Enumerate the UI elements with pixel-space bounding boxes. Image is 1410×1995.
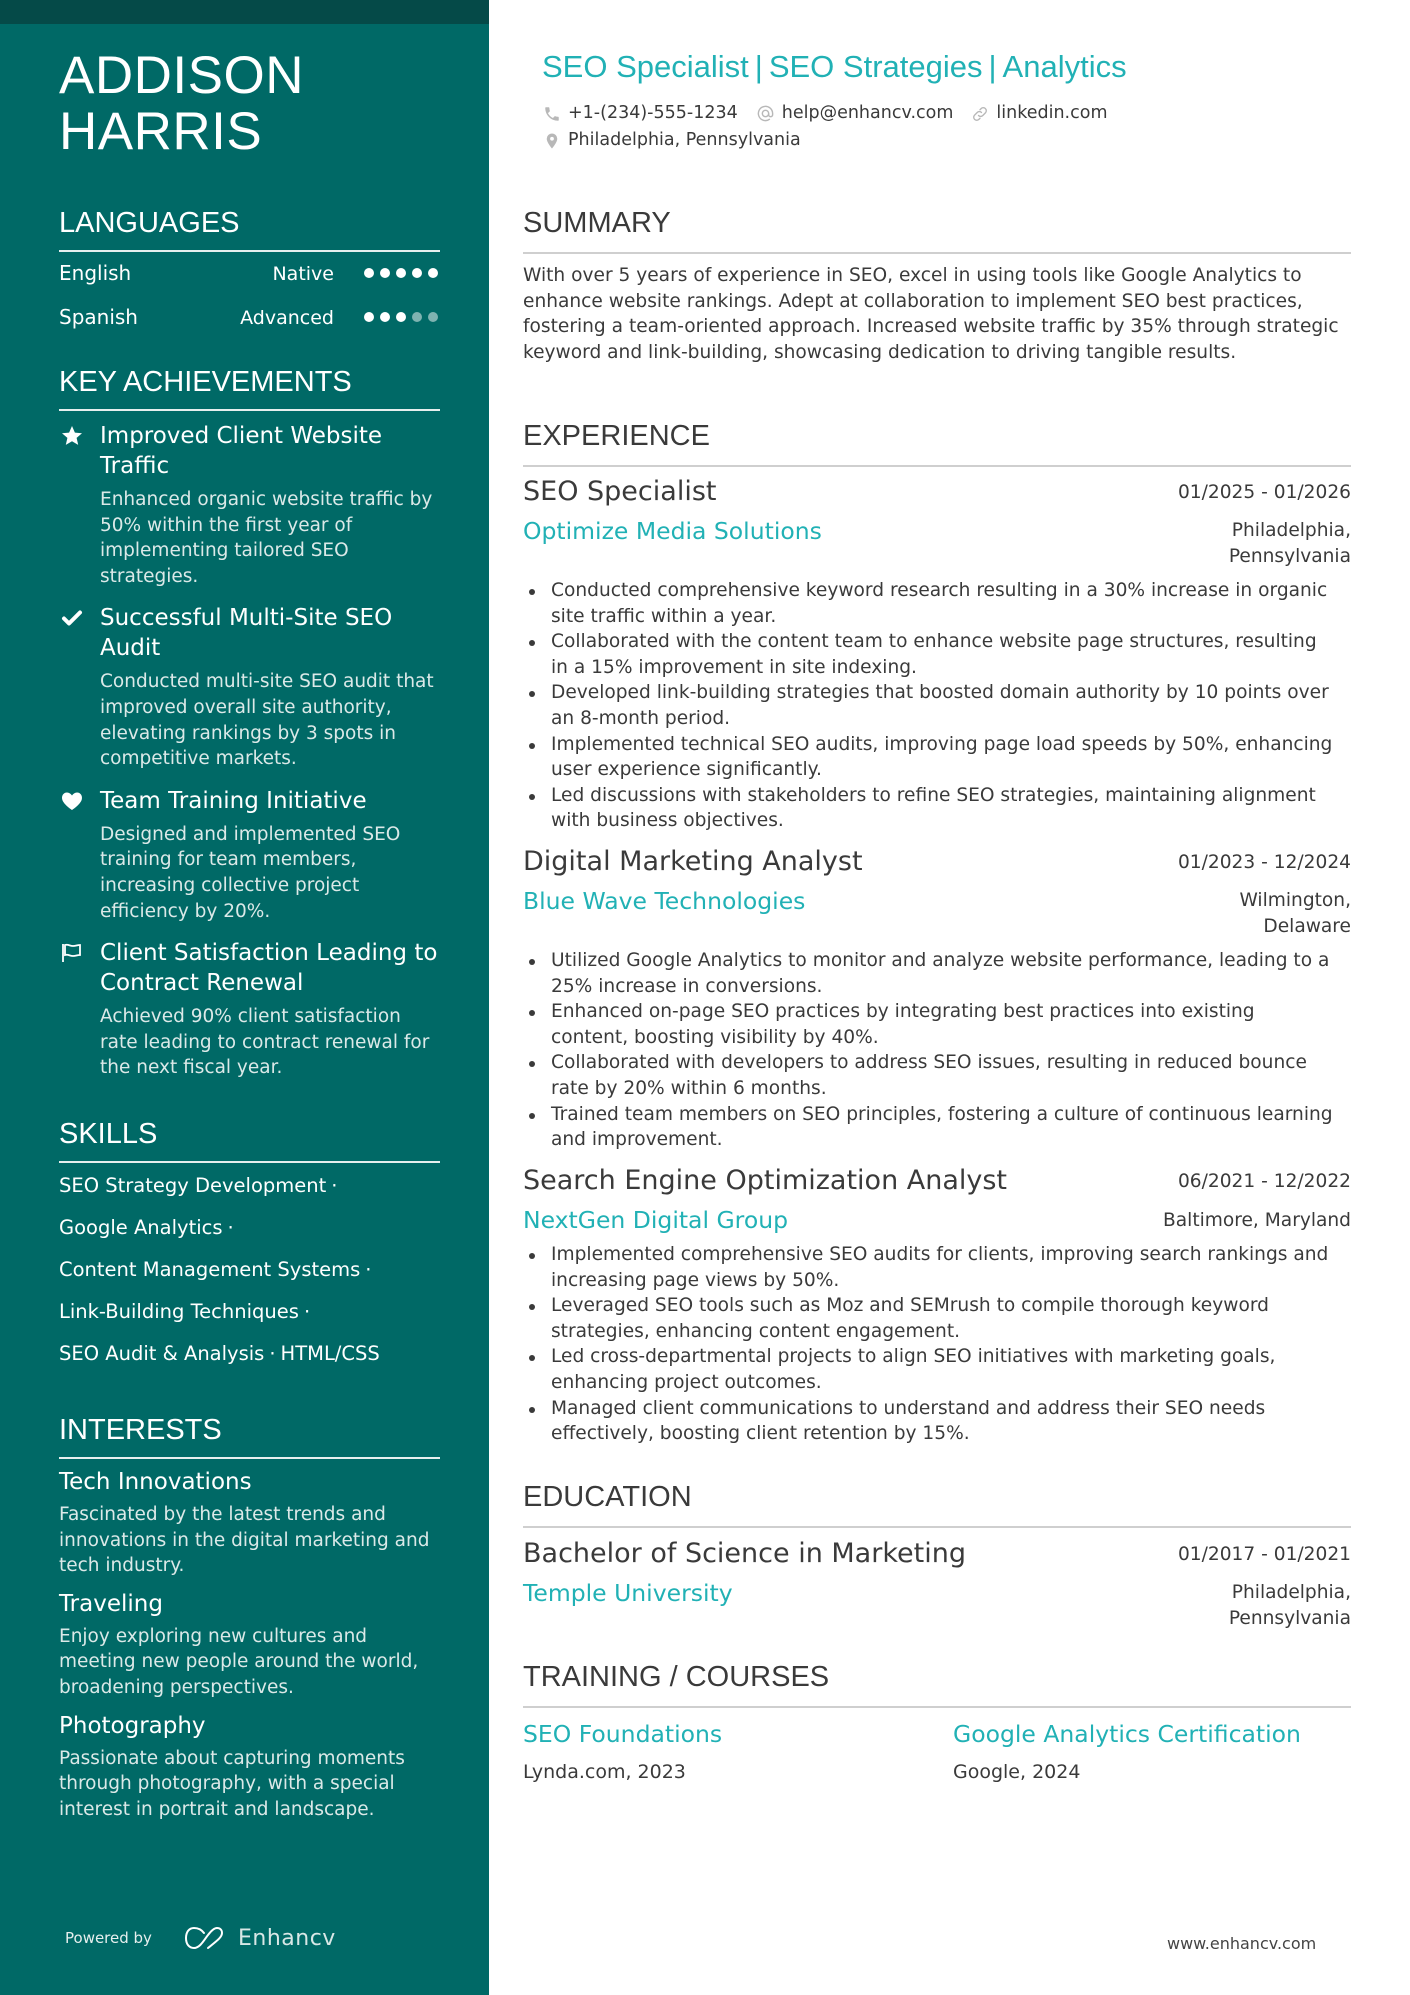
- company-name: Optimize Media Solutions: [523, 517, 822, 545]
- achievement-title: Team Training Initiative: [100, 787, 367, 814]
- bullet-item: Leveraged SEO tools such as Moz and SEMrush to compile thorough keyword strategies, enhancing content engagement.: [523, 1293, 1351, 1344]
- interest-item: [59, 1711, 440, 1823]
- skill-tag: SEO Strategy Development: [59, 1174, 327, 1197]
- language-level: Advanced: [240, 307, 334, 329]
- achievement-item: [59, 603, 440, 771]
- website-contact[interactable]: [971, 100, 1107, 127]
- course-title: SEO Foundations: [523, 1720, 723, 1748]
- education-entry: [523, 1537, 1351, 1629]
- achievement-description: Conducted multi-site SEO audit that improved overall site authority, elevating rankings by 3 spots in competitive markets.: [100, 671, 434, 770]
- skills-section: [59, 1117, 440, 1377]
- website-link: linkedin.com: [996, 103, 1108, 123]
- course-provider: Lynda.com, 2023: [523, 1761, 686, 1783]
- skill-row: SEO Strategy Development ·: [59, 1174, 338, 1197]
- achievement-title: Successful Multi-Site SEO Audit: [100, 605, 393, 662]
- job-dates: 06/2021 - 12/2022: [1177, 1171, 1351, 1192]
- training-heading: TRAINING / COURSES: [523, 1660, 1351, 1694]
- divider: [523, 252, 1351, 254]
- skill-row: Content Management Systems ·: [59, 1258, 372, 1281]
- language-name: Spanish: [59, 305, 138, 329]
- education-location: Philadelphia, Pennsylvania: [1228, 1582, 1351, 1629]
- skill-row: SEO Audit & Analysis · HTML/CSS: [59, 1342, 380, 1365]
- achievement-item: [59, 786, 440, 924]
- job-dates: 01/2023 - 12/2024: [1177, 852, 1351, 873]
- enhancv-logo[interactable]: [184, 1925, 336, 1951]
- languages-heading: LANGUAGES: [59, 207, 240, 239]
- skills-heading: SKILLS: [59, 1118, 158, 1150]
- achievement-title: Improved Client Website Traffic: [100, 423, 383, 479]
- interest-title: Traveling: [59, 1590, 163, 1617]
- achievement-description: Enhanced organic website traffic by 50% within the first year of implementing tailored SEO strategies.: [100, 489, 433, 587]
- job-title: Search Engine Optimization Analyst: [523, 1165, 1008, 1196]
- headline-part: SEO Strategies: [768, 49, 983, 84]
- bullet-item: Trained team members on SEO principles, fostering a culture of continuous learning and improvement.: [523, 1102, 1351, 1153]
- interest-description: Passionate about capturing moments through photography, with a special interest in portrait and landscape.: [59, 1747, 405, 1820]
- achievements-section: [59, 365, 440, 1081]
- sidebar-top-band: [0, 0, 489, 24]
- headline-part: Analytics: [1002, 49, 1127, 84]
- achievement-description: Designed and implemented SEO training for team members, increasing collective project efficiency by 20%.: [100, 823, 401, 922]
- skill-row: Link-Building Techniques ·: [59, 1300, 311, 1323]
- company-name: NextGen Digital Group: [523, 1206, 789, 1234]
- experience-entry: [523, 475, 1351, 834]
- interest-title: Tech Innovations: [59, 1469, 252, 1495]
- interest-title: Photography: [59, 1712, 206, 1739]
- language-level: Native: [272, 263, 334, 285]
- phone-contact[interactable]: [543, 100, 738, 127]
- bullet-item: Enhanced on-page SEO practices by integrating best practices into existing content, boosting visibility by 40%.: [523, 999, 1351, 1050]
- course-provider: Google, 2024: [953, 1761, 1081, 1783]
- divider: [59, 1457, 440, 1459]
- footer-url[interactable]: www.enhancv.com: [1167, 1934, 1317, 1953]
- summary-text: With over 5 years of experience in SEO, excel in using tools like Google Analytics to enhance website rankings. Adept at collaboration to implement SEO best practices, fostering a team-oriented approach. Increased website traffic by 35% through strategic keyword and link-building, showcasing dedication to driving tangible results.: [523, 265, 1339, 363]
- interests-section: [59, 1413, 440, 1822]
- phone-number: +1-(234)-555-1234: [568, 103, 738, 123]
- bullet-item: Implemented technical SEO audits, improving page load speeds by 50%, enhancing user experience significantly.: [523, 732, 1351, 783]
- enhancv-brand: Enhancv: [238, 1925, 336, 1951]
- link-icon: [971, 105, 989, 123]
- education-dates: 01/2017 - 01/2021: [1177, 1544, 1351, 1565]
- job-dates: 01/2025 - 01/2026: [1177, 482, 1351, 503]
- company-name: Blue Wave Technologies: [523, 887, 806, 915]
- skill-tag: HTML/CSS: [280, 1342, 380, 1365]
- email-contact[interactable]: [756, 100, 954, 127]
- location-text: Philadelphia, Pennsylvania: [568, 130, 801, 150]
- at-icon: [756, 104, 775, 123]
- check-icon: [59, 606, 85, 630]
- bullet-item: Managed client communications to understand and address their SEO needs effectively, boosting client retention by 15%.: [523, 1396, 1351, 1447]
- powered-by-label: Powered by: [65, 1929, 152, 1947]
- summary-heading: SUMMARY: [523, 206, 1351, 240]
- language-name: English: [59, 261, 132, 285]
- interest-description: Enjoy exploring new cultures and meeting new people around the world, broadening perspectives.: [59, 1625, 419, 1698]
- contact-info: [543, 100, 1126, 154]
- interest-item: [59, 1467, 440, 1579]
- languages-section: [59, 206, 440, 340]
- name-last: HARRIS: [59, 102, 263, 161]
- school-name: Temple University: [523, 1579, 733, 1607]
- bullet-item: Led discussions with stakeholders to refine SEO strategies, maintaining alignment with business objectives.: [523, 783, 1351, 834]
- achievement-item: [59, 938, 440, 1081]
- education-heading: EDUCATION: [523, 1480, 1351, 1514]
- name-first: ADDISON: [59, 46, 304, 105]
- language-proficiency-dots: [364, 268, 438, 278]
- achievement-description: Achieved 90% client satisfaction rate leading to contract renewal for the next fiscal year.: [100, 1006, 430, 1079]
- headline: SEO Specialist | SEO Strategies | Analytics: [542, 49, 1127, 84]
- course-title: Google Analytics Certification: [953, 1720, 1301, 1748]
- achievements-heading: KEY ACHIEVEMENTS: [59, 366, 352, 398]
- email-address: help@enhancv.com: [781, 103, 954, 123]
- language-item: [59, 296, 440, 340]
- divider: [523, 465, 1351, 467]
- skill-row: Google Analytics ·: [59, 1216, 234, 1239]
- interests-heading: INTERESTS: [59, 1414, 222, 1446]
- star-icon: [59, 424, 85, 448]
- degree-title: Bachelor of Science in Marketing: [523, 1538, 966, 1569]
- bullet-item: Collaborated with developers to address SEO issues, resulting in reduced bounce rate by 20% within 6 months.: [523, 1050, 1351, 1101]
- job-bullets: [523, 578, 1351, 834]
- interest-item: [59, 1589, 440, 1701]
- language-item: [59, 252, 440, 296]
- bullet-item: Implemented comprehensive SEO audits for clients, improving search rankings and increasing page views by 50%.: [523, 1242, 1351, 1293]
- divider: [523, 1706, 1351, 1708]
- divider: [59, 1161, 440, 1163]
- course-item: [523, 1719, 722, 1785]
- language-proficiency-dots: [364, 312, 438, 322]
- job-location: Wilmington, Delaware: [1239, 890, 1351, 937]
- job-location: Baltimore, Maryland: [1163, 1210, 1351, 1231]
- job-title: Digital Marketing Analyst: [523, 846, 863, 877]
- candidate-name: [59, 48, 304, 160]
- location-pin-icon: [543, 131, 561, 151]
- experience-entry: [523, 1164, 1351, 1447]
- headline-part: SEO Specialist: [542, 49, 749, 84]
- divider: [59, 409, 440, 411]
- bullet-item: Collaborated with the content team to enhance website page structures, resulting in a 15% improvement in site indexing.: [523, 629, 1351, 680]
- bullet-item: Developed link-building strategies that boosted domain authority by 10 points over an 8-month period.: [523, 680, 1351, 731]
- achievement-item: [59, 421, 440, 589]
- interest-description: Fascinated by the latest trends and innovations in the digital marketing and tech industry.: [59, 1504, 430, 1577]
- heart-icon: [59, 789, 85, 813]
- course-item: [953, 1719, 1301, 1785]
- experience-entry: [523, 845, 1351, 1153]
- bullet-item: Utilized Google Analytics to monitor and analyze website performance, leading to a 25% increase in conversions.: [523, 948, 1351, 999]
- job-title: SEO Specialist: [523, 476, 717, 507]
- flag-icon: [59, 941, 85, 965]
- location-contact: [543, 127, 801, 154]
- job-bullets: [523, 948, 1351, 1153]
- experience-heading: EXPERIENCE: [523, 419, 1351, 453]
- skill-tag: Content Management Systems: [59, 1258, 361, 1281]
- job-bullets: [523, 1242, 1351, 1447]
- bullet-item: Conducted comprehensive keyword research resulting in a 30% increase in organic site traffic within a year.: [523, 578, 1351, 629]
- enhancv-logo-icon: [184, 1925, 230, 1951]
- divider: [523, 1526, 1351, 1528]
- skill-tag: Link-Building Techniques: [59, 1300, 299, 1323]
- skill-tag: Google Analytics: [59, 1216, 223, 1239]
- sidebar: [0, 0, 489, 1995]
- job-location: Philadelphia, Pennsylvania: [1228, 520, 1351, 567]
- phone-icon: [543, 105, 561, 123]
- achievement-title: Client Satisfaction Leading to Contract Renewal: [100, 940, 438, 997]
- bullet-item: Led cross-departmental projects to align SEO initiatives with marketing goals, enhancing project outcomes.: [523, 1344, 1351, 1395]
- skill-tag: SEO Audit & Analysis: [59, 1342, 265, 1365]
